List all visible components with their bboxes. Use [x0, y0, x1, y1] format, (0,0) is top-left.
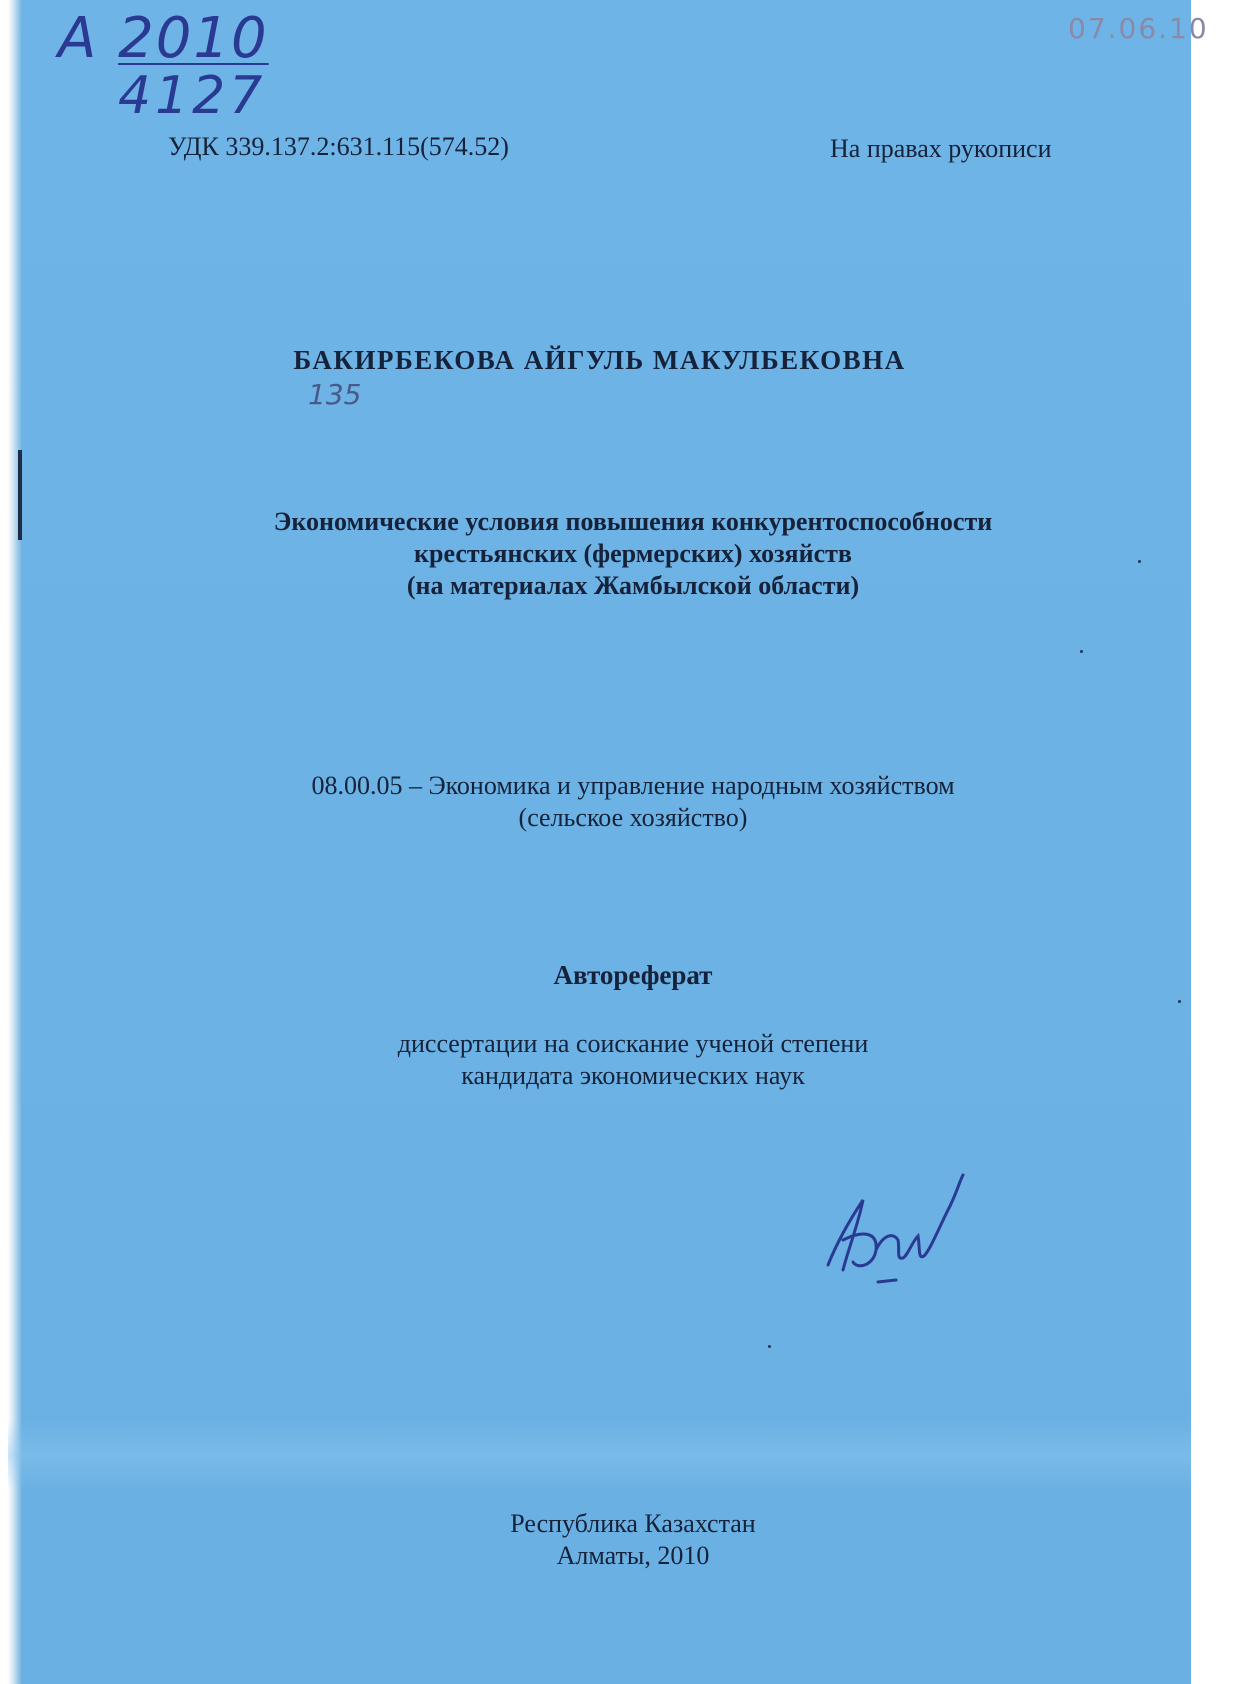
- degree-line-1: диссертации на соискание ученой степени: [397, 1029, 869, 1058]
- handwritten-year: 2010: [118, 6, 269, 71]
- rights-notice: На правах рукописи: [830, 134, 1052, 163]
- cover-page: [8, 0, 1209, 1684]
- handwritten-date: 07.06.10: [1068, 12, 1209, 45]
- scan-band: [8, 1420, 1191, 1490]
- title-line-2: крестьянских (фермерских) хозяйств: [414, 539, 852, 568]
- speck: [768, 1345, 771, 1348]
- city-year: Алматы, 2010: [556, 1541, 710, 1570]
- title-line-3: (на материалах Жамбылской области): [406, 571, 860, 600]
- degree-line-2: кандидата экономических наук: [461, 1061, 805, 1090]
- speck: [1138, 560, 1141, 563]
- specialty-line-1: 08.00.05 – Экономика и управление народным хозяйством: [311, 771, 955, 800]
- country: Республика Казахстан: [510, 1509, 756, 1538]
- specialty-line-2: (сельское хозяйство): [518, 803, 748, 832]
- handwritten-page-number: 135: [308, 378, 362, 411]
- signature: [808, 1170, 978, 1290]
- speck: [1178, 1000, 1181, 1003]
- specialty: [8, 770, 1258, 834]
- degree-statement: [8, 1028, 1258, 1092]
- udk-code: УДК 339.137.2:631.115(574.52): [168, 132, 509, 161]
- document-type: Автореферат: [553, 960, 713, 990]
- publication-place: [8, 1508, 1258, 1572]
- title-line-1: Экономические условия повышения конкурентоспособности: [273, 507, 993, 536]
- handwritten-inventory-number: 4127: [118, 66, 267, 126]
- dissertation-title: [8, 506, 1258, 602]
- handwritten-inventory-year: А 2010: [58, 6, 269, 71]
- speck: [1080, 650, 1083, 653]
- author-name: БАКИРБЕКОВА АЙГУЛЬ МАКУЛБЕКОВНА: [293, 345, 906, 375]
